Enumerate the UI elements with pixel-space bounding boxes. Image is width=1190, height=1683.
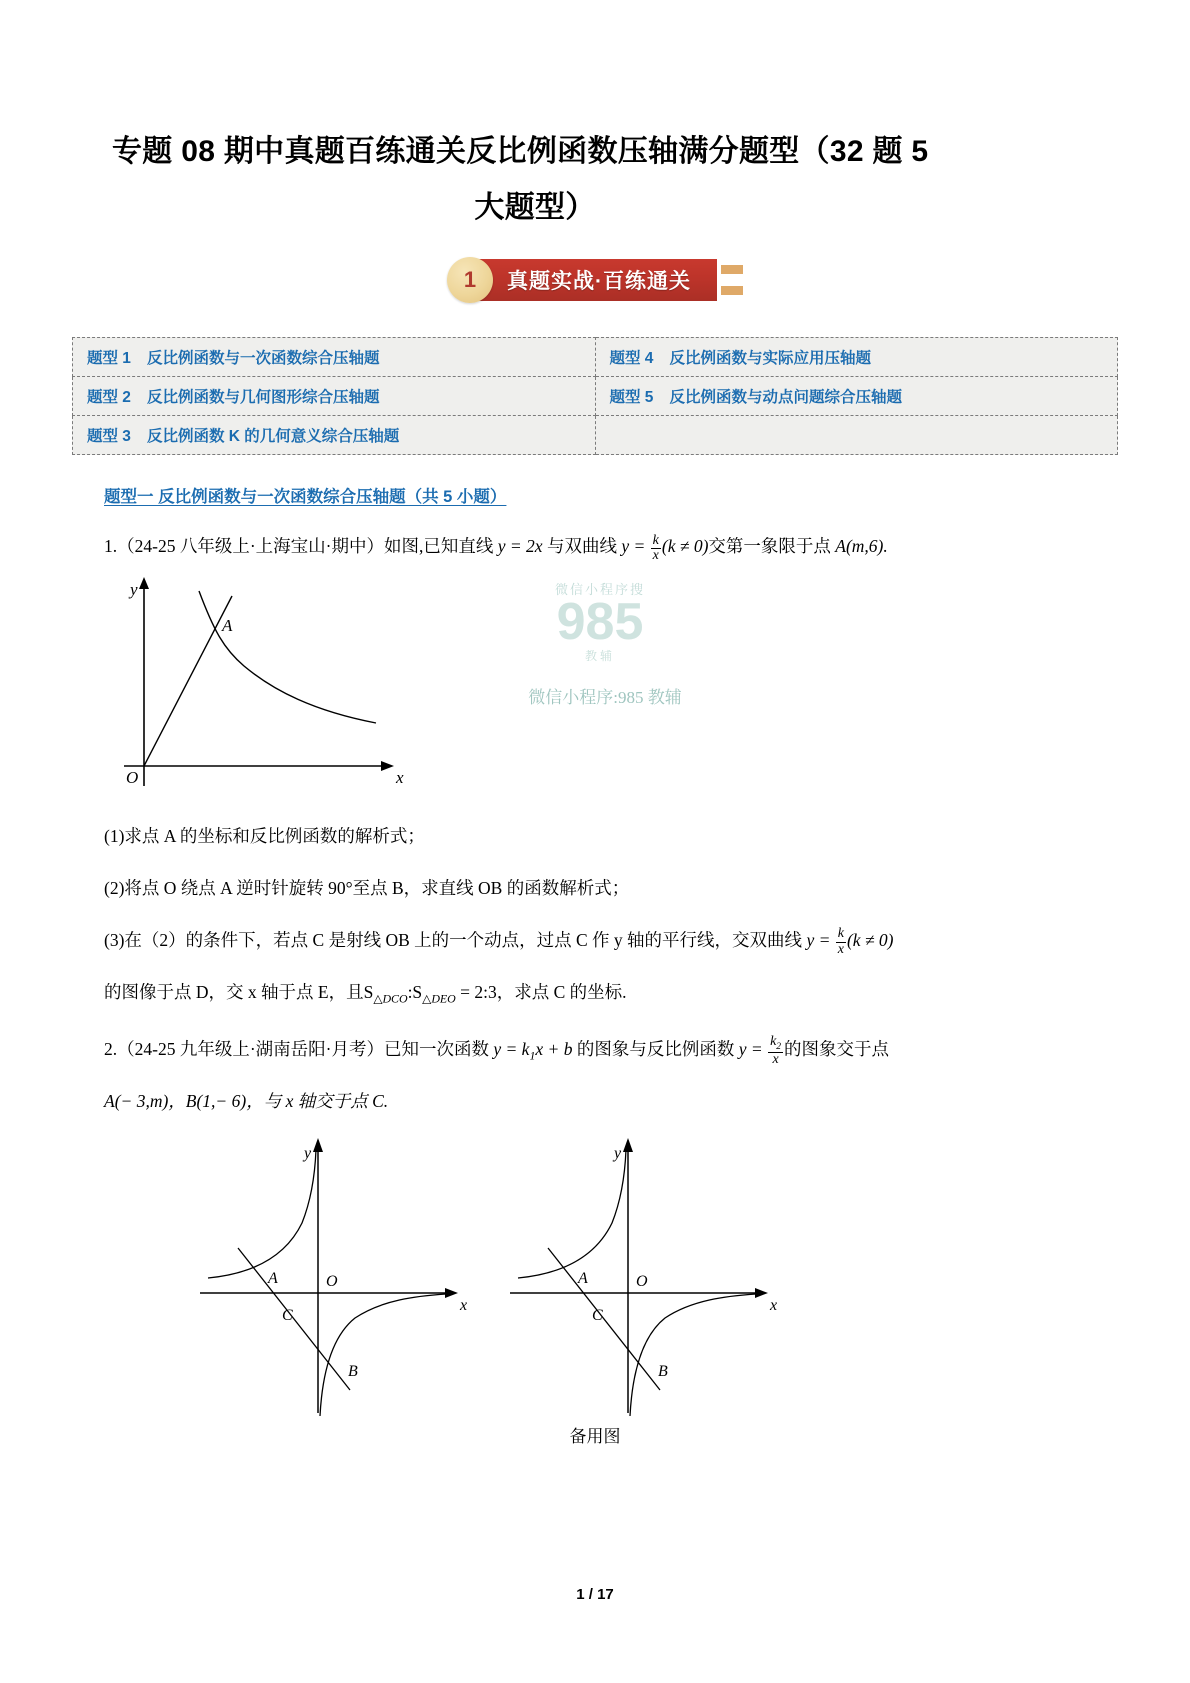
question-2-equation-1: y = k	[493, 1039, 530, 1060]
toc-label-4: 题型 4	[609, 350, 654, 367]
toc-text-4: 反比例函数与实际应用压轴题	[669, 350, 871, 367]
banner-label: 真题实战·百练通关	[471, 259, 717, 301]
question-1-equation-2-tail: (k ≠ 0)	[661, 536, 709, 556]
toc-text-2: 反比例函数与几何图形综合压轴题	[146, 389, 380, 406]
question-1-part-3-eq-tail: (k ≠ 0)	[846, 929, 894, 950]
toc-label-1: 题型 1	[87, 350, 131, 367]
fraction-denominator-2: x	[837, 941, 844, 957]
question-1-part-3-text-b-pre: 的图像于点 D，交 x 轴于点 E，且S	[104, 981, 374, 1002]
page-title	[0, 0, 1190, 235]
question-2-stem	[104, 1032, 1086, 1068]
question-2-stem-mid: 的图象与反比例函数	[572, 1039, 739, 1060]
fraction-k-over-x	[651, 534, 661, 564]
fraction-numerator-subscript: 2	[776, 1041, 782, 1052]
fraction-numerator: k	[652, 532, 659, 548]
question-2-stem-line-2	[104, 1084, 1086, 1120]
fraction-numerator-k2	[768, 1035, 783, 1052]
figure-2-right-point-a-label: A	[578, 1270, 588, 1288]
question-2-stem-suffix: 的图象交于点	[784, 1039, 890, 1060]
figure-2-left-point-b-label: B	[348, 1363, 358, 1381]
watermark-top-text: 微信小程序搜	[554, 581, 645, 597]
figure-2-right-graph	[510, 1138, 777, 1416]
question-1-part-3-text-a: (3)在（2）的条件下，若点 C 是射线 OB 上的一个动点，过点 C 作 y 轴的平行线，交双曲线	[104, 929, 807, 950]
toc-cell-topic-4[interactable]	[595, 338, 1118, 377]
toc-label-3: 题型 3	[87, 428, 131, 445]
toc-text-5: 反比例函数与动点问题综合压轴题	[669, 389, 902, 406]
toc-label-2: 题型 2	[87, 389, 131, 406]
toc-cell-topic-5[interactable]	[595, 377, 1118, 416]
question-1-part-3-text-b-post: = 2:3，求点 C 的坐标.	[455, 981, 627, 1002]
figure-2-right-point-b-label: B	[658, 1363, 668, 1381]
question-1-subscript-dco: △DCO	[373, 991, 408, 1005]
toc-cell-topic-2[interactable]	[73, 377, 596, 416]
topic-type-table	[72, 337, 1118, 455]
banner-tail-decoration	[721, 265, 743, 295]
fraction-numerator-k: k	[770, 1033, 777, 1049]
table-row	[73, 338, 1118, 377]
page-title-line-1: 专题 08 期中真题百练通关反比例函数压轴满分题型（32 题 5	[112, 135, 929, 168]
figure-1-point-a-label: A	[222, 615, 233, 635]
figure-question-1	[0, 571, 1190, 803]
toc-text-1: 反比例函数与一次函数综合压轴题	[146, 350, 380, 367]
question-1-part-3-continued	[104, 975, 1086, 1011]
question-1-part-3-text-mid: :S	[407, 981, 423, 1002]
watermark-big-text: 985	[556, 592, 644, 651]
question-1-stem-suffix: 交第一象限于点	[708, 536, 836, 556]
toc-text-3: 反比例函数 K 的几何意义综合压轴题	[146, 428, 400, 445]
figure-2-right-x-label: x	[770, 1297, 778, 1315]
figure-2-left-origin-label: O	[326, 1273, 338, 1291]
figure-2-left-graph	[200, 1138, 467, 1416]
figure-2-left-x-label: x	[460, 1297, 468, 1315]
question-1-part-3	[104, 923, 1086, 959]
table-row	[73, 416, 1118, 455]
figure-1-origin-label: O	[126, 767, 139, 787]
question-2-equation-1-tail: x + b	[535, 1039, 573, 1060]
section-banner	[0, 257, 1190, 319]
question-1-equation-1: y = 2x	[497, 536, 543, 556]
figure-2-right-y-label: y	[614, 1145, 622, 1163]
question-2-equation-2-lead: y =	[738, 1039, 768, 1060]
figure-2-right-point-c-label: C	[592, 1307, 603, 1325]
page-title-line-2: 大题型）	[474, 190, 596, 224]
question-2-points: A(− 3,m)，B(1,− 6)，与 x 轴交于点 C.	[104, 1091, 389, 1112]
figure-1-x-label: x	[396, 767, 404, 787]
fraction-k-over-x-2	[836, 927, 846, 957]
question-1-part-2: (2)将点 O 绕点 A 逆时针旋转 90°至点 B，求直线 OB 的函数解析式；	[104, 877, 630, 898]
fraction-denominator: x	[652, 548, 659, 564]
watermark-footer-text: 微信小程序:985 教辅	[528, 687, 682, 707]
banner-graphic	[447, 257, 743, 303]
figure-2-left-y-label: y	[304, 1145, 312, 1163]
question-1-stem-mid: 与双曲线	[542, 536, 622, 556]
banner-badge-number: 1	[447, 257, 493, 303]
figure-2-graphs	[190, 1128, 810, 1428]
figure-1-y-label: y	[130, 579, 138, 599]
question-2-equation-1-subscript: 1	[529, 1048, 536, 1063]
figure-question-2	[0, 1128, 1190, 1458]
toc-label-5: 题型 5	[609, 389, 654, 406]
toc-cell-topic-1[interactable]	[73, 338, 596, 377]
fraction-denominator-x: x	[768, 1052, 783, 1068]
question-1-stem	[104, 529, 1086, 565]
question-1-equation-2-lead: y =	[621, 536, 650, 556]
fraction-k2-over-x	[768, 1035, 783, 1067]
question-1-subscript-deo: △DEO	[422, 991, 456, 1005]
page-number: 1 / 17	[576, 1586, 614, 1603]
fraction-numerator-2: k	[837, 926, 844, 942]
table-row	[73, 377, 1118, 416]
figure-2-left-point-a-label: A	[268, 1270, 278, 1288]
question-1-point-a: A(m,6).	[835, 536, 888, 556]
figure-2-right-origin-label: O	[636, 1273, 648, 1291]
question-1-stem-prefix: 1.（24-25 八年级上·上海宝山·期中）如图,已知直线	[104, 536, 498, 556]
toc-cell-topic-3[interactable]	[73, 416, 596, 455]
figure-2-left-point-c-label: C	[282, 1307, 293, 1325]
question-1-part-3-eq-lead: y =	[806, 929, 835, 950]
toc-cell-empty	[595, 416, 1118, 455]
watermark-sub-text: 教辅	[584, 649, 615, 664]
figure-2-caption: 备用图	[569, 1427, 621, 1447]
question-1-part-1: (1)求点 A 的坐标和反比例函数的解析式；	[104, 825, 425, 846]
section-heading: 题型一 反比例函数与一次函数综合压轴题（共 5 小题）	[104, 488, 507, 506]
question-2-stem-prefix: 2.（24-25 九年级上·湖南岳阳·月考）已知一次函数	[104, 1039, 494, 1060]
